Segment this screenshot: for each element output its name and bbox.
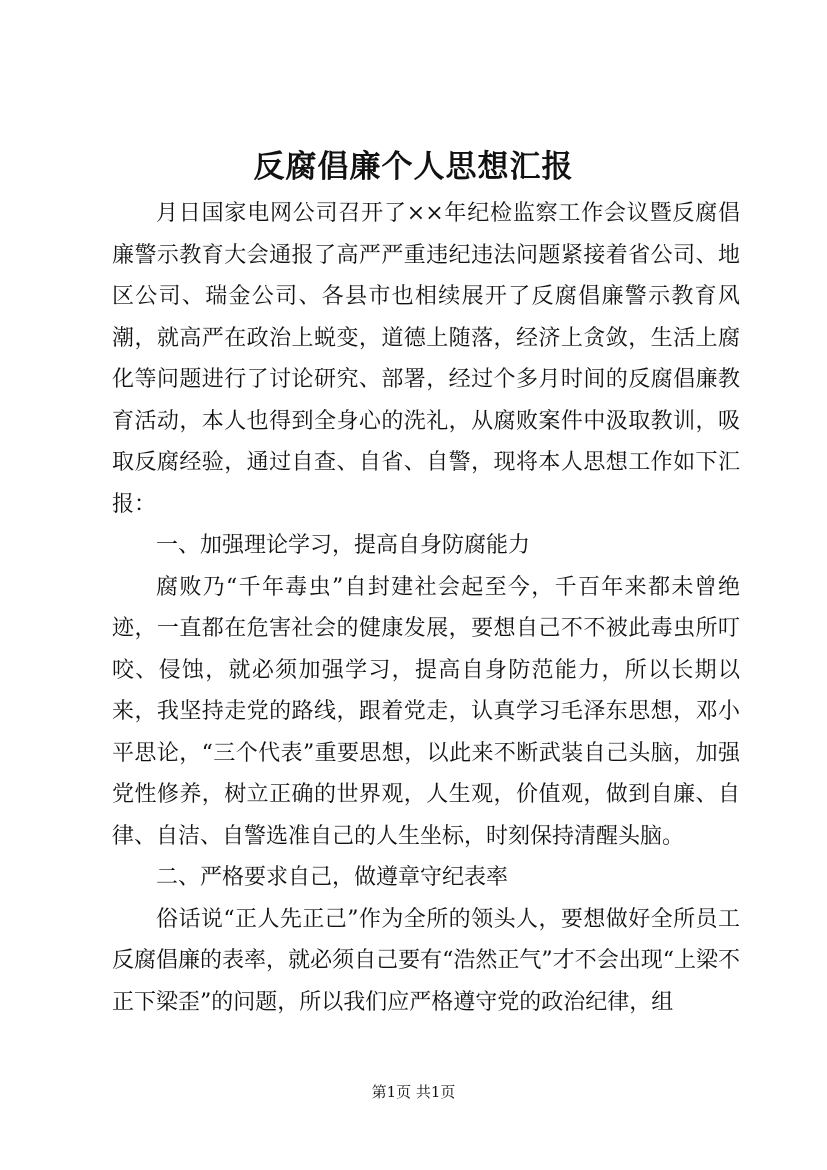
section-2-paragraph: 俗话说“正人先正己”作为全所的领头人，要想做好全所员工反腐倡廉的表率，就必须自己要有“浩然正气”才不会出现“上梁不正下梁歪”的问题，所以我们应严格遵守党的政治纪律，组: [112, 906, 740, 1015]
intro-paragraph: 月日国家电网公司召开了××年纪检监察工作会议暨反腐倡廉警示教育大会通报了高严严重违纪违法问题紧接着省公司、地区公司、瑞金公司、各县市也相续展开了反腐倡廉警示教育风潮，就高严在政治上蜕变，道德上随落，经济上贪敛，生活上腐化等问题进行了讨论研究、部署，经过个多月时间的反腐倡廉教育活动，本人也得到全身心的洗礼，从腐败案件中汲取教训，吸取反腐经验，通过自查、自省、自警，现将本人思想工作如下汇报：: [112, 201, 740, 517]
document-title: 反腐倡廉个人思想汇报: [253, 149, 574, 185]
page-number-label: 第1页 共1页: [371, 1083, 456, 1101]
section-1-heading: 一、加强理论学习，提高自身防腐能力: [156, 533, 531, 558]
section-1-paragraph: 腐败乃“千年毒虫”自封建社会起至今，千百年来都未曾绝迹，一直都在危害社会的健康发展，要想自己不不被此毒虫所叮咬、侵蚀，就必须加强学习，提高自身防范能力，所以长期以来，我坚持走党的路线，跟着党走，认真学习毛泽东思想，邓小平思论，“三个代表”重要思想，以此来不断武装自己头脑，加强党性修养，树立正确的世界观，人生观，价值观，做到自廉、自律、自洁、自警选准自己的人生坐标，时刻保持清醒头脑。: [112, 574, 740, 849]
page-footer: [0, 1082, 827, 1102]
document-body: [112, 193, 740, 1023]
section-2-heading: 二、严格要求自己，做遵章守纪表率: [156, 865, 509, 890]
